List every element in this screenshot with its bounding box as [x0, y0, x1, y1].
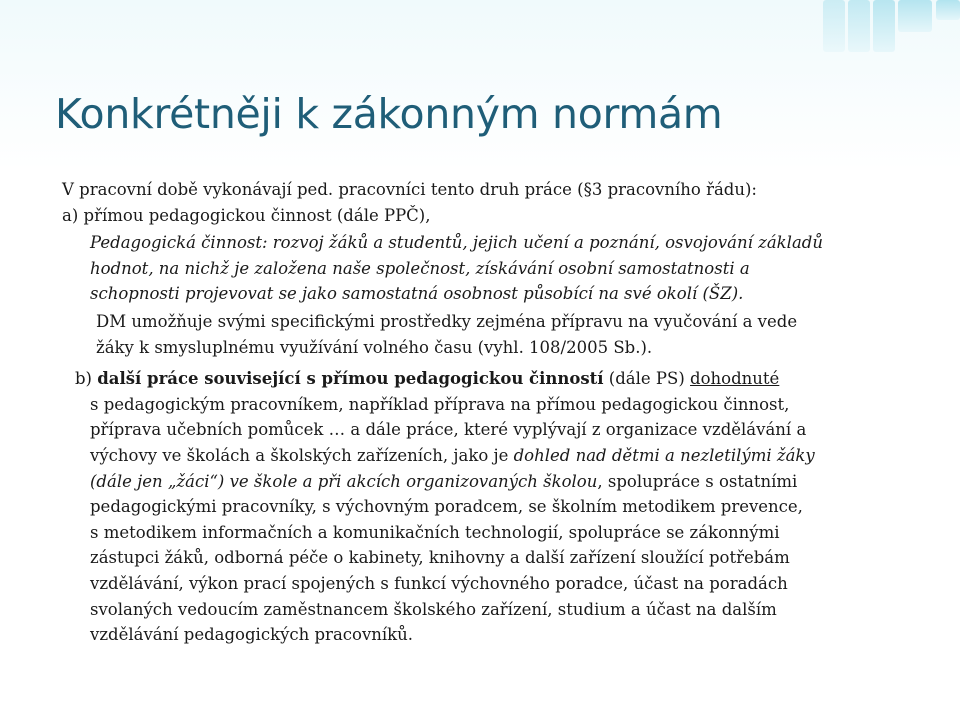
item-b-line: s pedagogickým pracovníkem, například příprava na přímou pedagogickou činnost,: [90, 394, 790, 414]
item-b-line: (dále jen „žáci“) ve škole a při akcích organizovaných školou, spolupráce s ostatními: [90, 471, 798, 491]
item-b-line: zástupci žáků, odborná péče o kabinety, knihovny a další zařízení sloužící potřebám: [90, 548, 790, 568]
definition-line: Pedagogická činnost: rozvoj žáků a studentů, jejich učení a poznání, osvojování základů: [90, 233, 823, 253]
item-b: b) další práce související s přímou pedagogickou činností (dále PS) dohodnuté: [75, 369, 780, 389]
slide-body: [62, 177, 922, 648]
definition-line: schopnosti projevovat se jako samostatná osobnost působící na své okolí (ŠZ).: [90, 284, 744, 304]
intro-line: V pracovní době vykonávají ped. pracovníci tento druh práce (§3 pracovního řádu):: [62, 180, 757, 199]
slide-title: Konkrétněji k zákonným normám: [55, 90, 723, 138]
decorative-block: [936, 0, 960, 20]
item-b-line: svolaných vedoucím zaměstnancem školského zařízení, studium a účast na dalším: [90, 599, 777, 619]
header-background: [0, 0, 960, 170]
dm-line: DM umožňuje svými specifickými prostředky zejména přípravu na vyučování a vede: [96, 311, 798, 331]
item-b-line: příprava učebních pomůcek … a dále práce, které vyplývají z organizace vzdělávání a: [90, 420, 807, 440]
definition-line: hodnot, na nichž je založena naše společnost, získávání osobní samostatnosti a: [90, 258, 750, 278]
dm-line: žáky k smysluplnému využívání volného času (vyhl. 108/2005 Sb.).: [96, 337, 653, 357]
item-b-line: s metodikem informačních a komunikačních technologií, spolupráce se zákonnými: [90, 522, 780, 542]
decorative-block: [848, 0, 870, 52]
item-b-line: pedagogickými pracovníky, s výchovným poradcem, se školním metodikem prevence,: [90, 497, 803, 517]
item-b-line: vzdělávání, výkon prací spojených s funkcí výchovného poradce, účast na poradách: [90, 573, 788, 593]
decorative-block: [873, 0, 895, 52]
item-b-line: vzdělávání pedagogických pracovníků.: [90, 625, 414, 645]
decorative-block: [823, 0, 845, 52]
item-b-line: výchovy ve školách a školských zařízeních, jako je dohled nad dětmi a nezletilými žáky: [90, 445, 815, 465]
decorative-block: [898, 0, 932, 32]
item-a: a) přímou pedagogickou činnost (dále PPČ),: [62, 205, 431, 225]
